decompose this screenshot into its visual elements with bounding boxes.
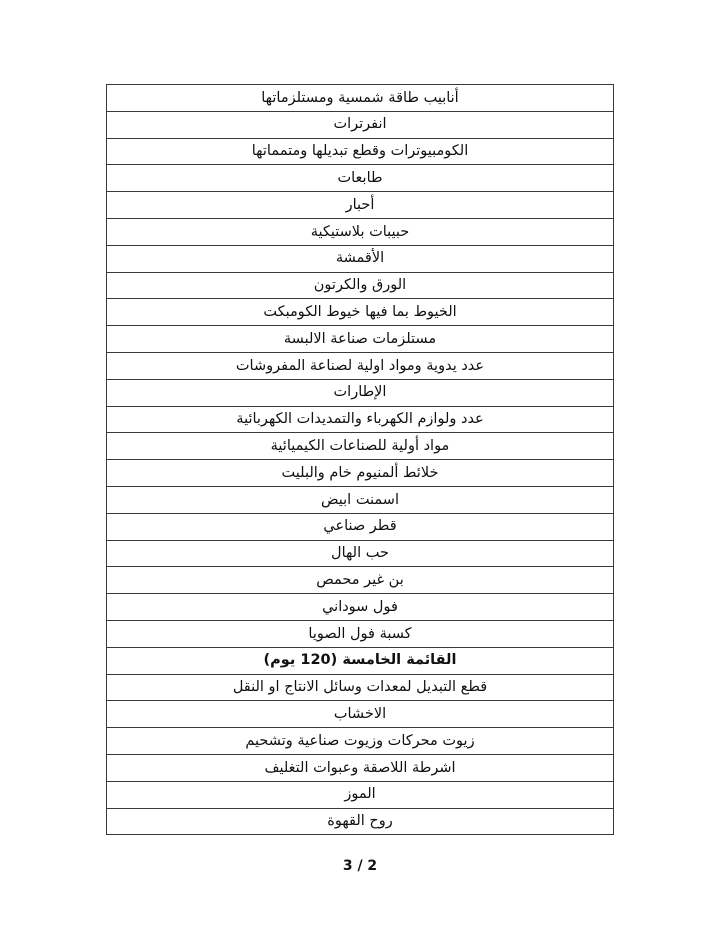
table-row [107,245,614,272]
item-cell: قطر صناعي [107,513,614,540]
table-row [107,754,614,781]
item-cell: انفرترات [107,111,614,138]
table-row [107,326,614,353]
item-cell: الأقمشة [107,245,614,272]
item-cell: قطع التبديل لمعدات وسائل الانتاج او النقل [107,674,614,701]
table-row [107,674,614,701]
table-row [107,701,614,728]
item-cell: مواد أولية للصناعات الكيميائية [107,433,614,460]
items-table [106,84,614,835]
item-cell: الخيوط بما فيها خيوط الكومبكت [107,299,614,326]
items-table-body [107,85,614,835]
item-cell: عدد ولوازم الكهرباء والتمديدات الكهربائية [107,406,614,433]
table-row [107,218,614,245]
item-cell: مستلزمات صناعة الالبسة [107,326,614,353]
item-cell: عدد يدوية ومواد اولية لصناعة المفروشات [107,352,614,379]
item-cell: أنابيب طاقة شمسية ومستلزماتها [107,85,614,112]
item-cell: بن غير محمص [107,567,614,594]
table-row [107,406,614,433]
table-row [107,165,614,192]
item-cell: خلائط ألمنيوم خام والبليت [107,460,614,487]
item-cell: زيوت محركات وزيوت صناعية وتشحيم [107,728,614,755]
section-header-cell: القائمة الخامسة (120 يوم) [107,647,614,674]
table-row [107,620,614,647]
table-row [107,433,614,460]
table-row [107,299,614,326]
item-cell: الكومبيوترات وقطع تبديلها ومتمماتها [107,138,614,165]
item-cell: الورق والكرتون [107,272,614,299]
page-number: 3 / 2 [342,858,378,874]
table-row [107,567,614,594]
table-row [107,781,614,808]
table-row [107,352,614,379]
table-row [107,192,614,219]
table-row [107,540,614,567]
item-cell: كسبة فول الصويا [107,620,614,647]
item-cell: الإطارات [107,379,614,406]
table-row [107,594,614,621]
item-cell: أحبار [107,192,614,219]
table-row [107,111,614,138]
table-row [107,486,614,513]
table-row [107,138,614,165]
item-cell: الاخشاب [107,701,614,728]
table-row [107,85,614,112]
table-row [107,513,614,540]
item-cell: فول سوداني [107,594,614,621]
item-cell: الموز [107,781,614,808]
item-cell: اسمنت ابيض [107,486,614,513]
section-header-row [107,647,614,674]
table-row [107,808,614,835]
table-row [107,460,614,487]
item-cell: حب الهال [107,540,614,567]
item-cell: روح القهوة [107,808,614,835]
table-row [107,728,614,755]
table-row [107,379,614,406]
item-cell: اشرطة اللاصقة وعبوات التغليف [107,754,614,781]
item-cell: طابعات [107,165,614,192]
item-cell: حبيبات بلاستيكية [107,218,614,245]
table-row [107,272,614,299]
